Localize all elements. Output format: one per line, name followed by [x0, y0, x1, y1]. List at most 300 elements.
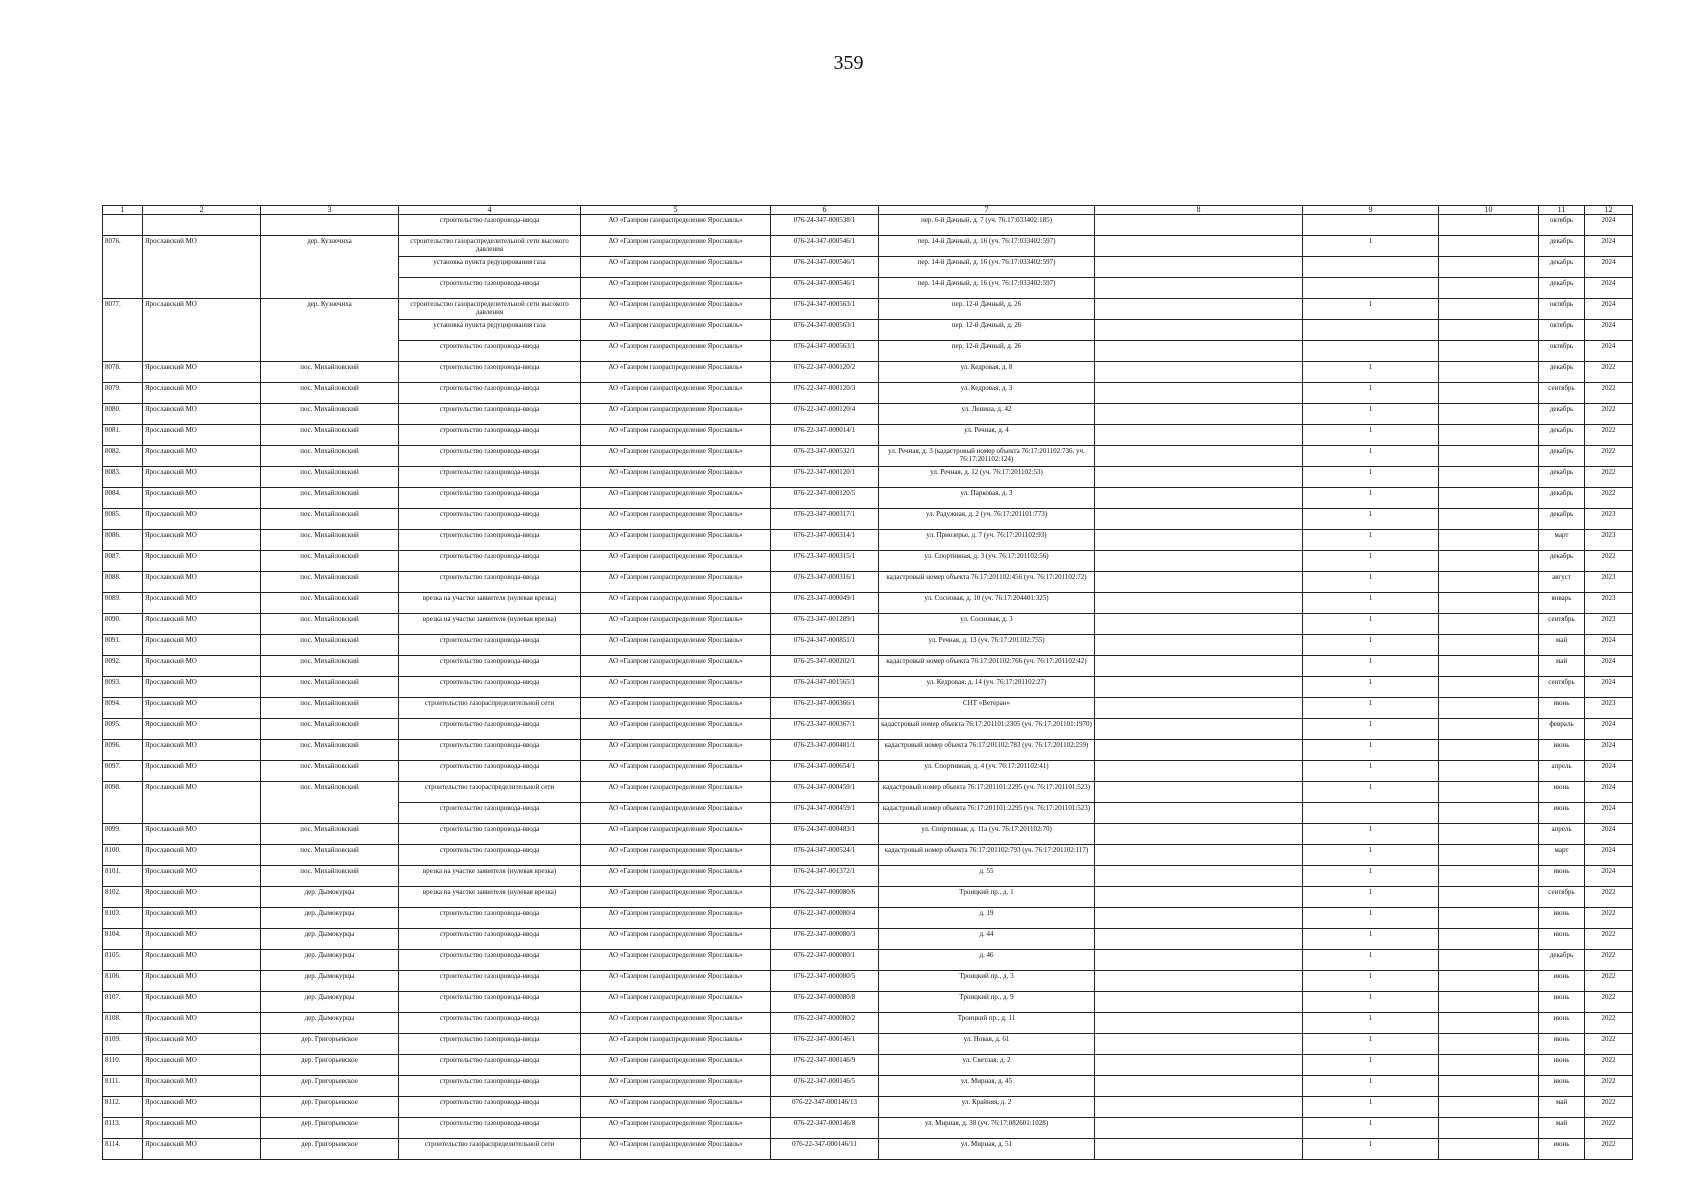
- table-row: [103, 593, 1633, 614]
- work-type: строительство газораспределительной сети: [399, 1139, 581, 1160]
- col-10: [1439, 257, 1539, 278]
- settlement: пос. Михайловский: [261, 467, 399, 488]
- month: октябрь: [1539, 299, 1585, 320]
- table-row: [103, 320, 1633, 341]
- col-8: [1095, 530, 1303, 551]
- year: 2023: [1585, 572, 1633, 593]
- settlement: дер. Григорьевское: [261, 1055, 399, 1076]
- col-8: [1095, 803, 1303, 824]
- quantity: 1: [1303, 656, 1439, 677]
- settlement: пос. Михайловский: [261, 656, 399, 677]
- table-row: [103, 467, 1633, 488]
- municipality: Ярославский МО: [143, 1097, 261, 1118]
- month: декабрь: [1539, 509, 1585, 530]
- col-8: [1095, 887, 1303, 908]
- col-10: [1439, 215, 1539, 236]
- municipality: [143, 320, 261, 341]
- table-row: [103, 1013, 1633, 1034]
- month: май: [1539, 1097, 1585, 1118]
- work-type: строительство газопровода-ввода: [399, 908, 581, 929]
- settlement: пос. Михайловский: [261, 614, 399, 635]
- row-number: [103, 803, 143, 824]
- table-row: [103, 551, 1633, 572]
- col-10: [1439, 320, 1539, 341]
- municipality: Ярославский МО: [143, 950, 261, 971]
- application-code: 076-22-347-000146/1: [771, 1034, 879, 1055]
- quantity: 1: [1303, 362, 1439, 383]
- table-row: [103, 362, 1633, 383]
- application-code: 076-24-347-000546/1: [771, 236, 879, 257]
- row-number: 8079.: [103, 383, 143, 404]
- work-type: строительство газопровода-ввода: [399, 656, 581, 677]
- table-row: [103, 971, 1633, 992]
- quantity: 1: [1303, 1097, 1439, 1118]
- municipality: Ярославский МО: [143, 929, 261, 950]
- table-row: [103, 425, 1633, 446]
- col-10: [1439, 572, 1539, 593]
- municipality: Ярославский МО: [143, 1118, 261, 1139]
- address: ул. Спортивная, д. 11а (уч. 76:17:201102:70): [879, 824, 1095, 845]
- quantity: 1: [1303, 782, 1439, 803]
- settlement: дер. Дымокурцы: [261, 971, 399, 992]
- settlement: [261, 341, 399, 362]
- application-code: 076-24-347-000546/1: [771, 257, 879, 278]
- row-number: 8102.: [103, 887, 143, 908]
- work-type: строительство газопровода-ввода: [399, 446, 581, 467]
- work-type: строительство газопровода-ввода: [399, 761, 581, 782]
- col-8: [1095, 677, 1303, 698]
- quantity: 1: [1303, 467, 1439, 488]
- col-8: [1095, 593, 1303, 614]
- col-8: [1095, 278, 1303, 299]
- quantity: 1: [1303, 824, 1439, 845]
- row-number: [103, 215, 143, 236]
- quantity: 1: [1303, 677, 1439, 698]
- work-type: строительство газопровода-ввода: [399, 635, 581, 656]
- year: 2022: [1585, 1139, 1633, 1160]
- quantity: 1: [1303, 866, 1439, 887]
- month: июнь: [1539, 1139, 1585, 1160]
- col-10: [1439, 404, 1539, 425]
- table-row: [103, 488, 1633, 509]
- month: декабрь: [1539, 950, 1585, 971]
- quantity: 1: [1303, 908, 1439, 929]
- settlement: пос. Михайловский: [261, 740, 399, 761]
- quantity: 1: [1303, 572, 1439, 593]
- address: д. 19: [879, 908, 1095, 929]
- work-type: строительство газопровода-ввода: [399, 404, 581, 425]
- address: ул. Кедровая, д. 14 (уч. 76:17:201102:27): [879, 677, 1095, 698]
- table-row: [103, 299, 1633, 320]
- col-8: [1095, 782, 1303, 803]
- row-number: 8088.: [103, 572, 143, 593]
- row-number: 8087.: [103, 551, 143, 572]
- work-type: строительство газопровода-ввода: [399, 572, 581, 593]
- row-number: 8100.: [103, 845, 143, 866]
- year: 2022: [1585, 404, 1633, 425]
- table-row: [103, 803, 1633, 824]
- address: ул. Речная, д. 12 (уч. 76:17:201102:53): [879, 467, 1095, 488]
- municipality: Ярославский МО: [143, 1013, 261, 1034]
- address: д. 55: [879, 866, 1095, 887]
- work-type: строительство газопровода-ввода: [399, 509, 581, 530]
- settlement: дер. Дымокурцы: [261, 950, 399, 971]
- col-10: [1439, 1076, 1539, 1097]
- col-8: [1095, 908, 1303, 929]
- col-10: [1439, 719, 1539, 740]
- municipality: Ярославский МО: [143, 488, 261, 509]
- col-10: [1439, 236, 1539, 257]
- month: апрель: [1539, 761, 1585, 782]
- table-row: [103, 845, 1633, 866]
- organization: АО «Газпром газораспределение Ярославль»: [581, 1013, 771, 1034]
- address: кадастровый номер объекта 76:17:201102:793 (уч. 76:17:201102:117): [879, 845, 1095, 866]
- application-code: 076-23-347-001289/1: [771, 614, 879, 635]
- address: пер. 12-й Дачный, д. 26: [879, 299, 1095, 320]
- organization: АО «Газпром газораспределение Ярославль»: [581, 635, 771, 656]
- col-10: [1439, 1013, 1539, 1034]
- organization: АО «Газпром газораспределение Ярославль»: [581, 698, 771, 719]
- table-row: [103, 530, 1633, 551]
- municipality: Ярославский МО: [143, 446, 261, 467]
- quantity: [1303, 803, 1439, 824]
- col-10: [1439, 488, 1539, 509]
- year: 2024: [1585, 341, 1633, 362]
- year: 2024: [1585, 656, 1633, 677]
- quantity: 1: [1303, 1034, 1439, 1055]
- address: кадастровый номер объекта 76:17:201101:2305 (уч. 76:17:201101:1970): [879, 719, 1095, 740]
- municipality: Ярославский МО: [143, 887, 261, 908]
- col-8: [1095, 929, 1303, 950]
- address: ул. Приозерье, д. 7 (уч. 76:17:201102:93): [879, 530, 1095, 551]
- organization: АО «Газпром газораспределение Ярославль»: [581, 320, 771, 341]
- municipality: Ярославский МО: [143, 656, 261, 677]
- col-8: [1095, 425, 1303, 446]
- municipality: Ярославский МО: [143, 824, 261, 845]
- quantity: 1: [1303, 635, 1439, 656]
- col-header-11: 11: [1539, 206, 1585, 215]
- table-row: [103, 236, 1633, 257]
- col-10: [1439, 761, 1539, 782]
- quantity: 1: [1303, 404, 1439, 425]
- municipality: Ярославский МО: [143, 740, 261, 761]
- quantity: 1: [1303, 971, 1439, 992]
- quantity: [1303, 320, 1439, 341]
- work-type: строительство газораспределительной сети высокого давления: [399, 299, 581, 320]
- col-8: [1095, 656, 1303, 677]
- year: 2022: [1585, 425, 1633, 446]
- organization: АО «Газпром газораспределение Ярославль»: [581, 614, 771, 635]
- quantity: 1: [1303, 509, 1439, 530]
- table-row: [103, 1097, 1633, 1118]
- year: 2022: [1585, 1034, 1633, 1055]
- settlement: пос. Михайловский: [261, 635, 399, 656]
- quantity: 1: [1303, 719, 1439, 740]
- quantity: [1303, 257, 1439, 278]
- organization: АО «Газпром газораспределение Ярославль»: [581, 1076, 771, 1097]
- col-8: [1095, 467, 1303, 488]
- work-type: строительство газопровода-ввода: [399, 383, 581, 404]
- year: 2024: [1585, 845, 1633, 866]
- month: май: [1539, 1118, 1585, 1139]
- row-number: 8076.: [103, 236, 143, 257]
- work-type: строительство газопровода-ввода: [399, 992, 581, 1013]
- address: ул. Новая, д. 61: [879, 1034, 1095, 1055]
- table-row: [103, 824, 1633, 845]
- address: пер. 14-й Дачный, д. 16 (уч. 76:17:033402:597): [879, 278, 1095, 299]
- work-type: строительство газопровода-ввода: [399, 1076, 581, 1097]
- month: сентябрь: [1539, 614, 1585, 635]
- col-8: [1095, 971, 1303, 992]
- municipality: Ярославский МО: [143, 677, 261, 698]
- quantity: 1: [1303, 446, 1439, 467]
- address: ул. Спортивная, д. 4 (уч. 76:17:201102:41): [879, 761, 1095, 782]
- quantity: 1: [1303, 761, 1439, 782]
- table-row: [103, 1055, 1633, 1076]
- row-number: 8108.: [103, 1013, 143, 1034]
- address: Троицкий пр., д. 3: [879, 971, 1095, 992]
- address: Троицкий пр., д. 9: [879, 992, 1095, 1013]
- municipality: Ярославский МО: [143, 1034, 261, 1055]
- col-8: [1095, 992, 1303, 1013]
- month: июнь: [1539, 1013, 1585, 1034]
- col-10: [1439, 1139, 1539, 1160]
- col-header-10: 10: [1439, 206, 1539, 215]
- row-number: 8093.: [103, 677, 143, 698]
- address: пер. 12-й Дачный, д. 26: [879, 320, 1095, 341]
- settlement: пос. Михайловский: [261, 383, 399, 404]
- table-row: [103, 950, 1633, 971]
- organization: АО «Газпром газораспределение Ярославль»: [581, 509, 771, 530]
- col-10: [1439, 866, 1539, 887]
- year: 2022: [1585, 887, 1633, 908]
- month: апрель: [1539, 824, 1585, 845]
- year: 2022: [1585, 929, 1633, 950]
- col-8: [1095, 845, 1303, 866]
- year: 2022: [1585, 362, 1633, 383]
- application-code: 076-24-347-000524/1: [771, 845, 879, 866]
- settlement: дер. Дымокурцы: [261, 1013, 399, 1034]
- work-type: врезка на участке заявителя (нулевая врезка): [399, 593, 581, 614]
- month: март: [1539, 845, 1585, 866]
- settlement: дер. Дымокурцы: [261, 929, 399, 950]
- settlement: пос. Михайловский: [261, 593, 399, 614]
- application-code: 076-22-347-000120/2: [771, 362, 879, 383]
- col-10: [1439, 383, 1539, 404]
- application-code: 076-24-347-000563/1: [771, 299, 879, 320]
- settlement: пос. Михайловский: [261, 761, 399, 782]
- municipality: Ярославский МО: [143, 971, 261, 992]
- col-8: [1095, 698, 1303, 719]
- municipality: Ярославский МО: [143, 845, 261, 866]
- row-number: 8095.: [103, 719, 143, 740]
- application-code: 076-22-347-000080/5: [771, 971, 879, 992]
- col-8: [1095, 1076, 1303, 1097]
- table-row: [103, 1118, 1633, 1139]
- quantity: [1303, 215, 1439, 236]
- application-code: 076-22-347-000080/2: [771, 1013, 879, 1034]
- row-number: 8078.: [103, 362, 143, 383]
- row-number: 8083.: [103, 467, 143, 488]
- address: пер. 6-й Дачный, д. 7 (уч. 76:17:033402:185): [879, 215, 1095, 236]
- col-10: [1439, 278, 1539, 299]
- organization: АО «Газпром газораспределение Ярославль»: [581, 782, 771, 803]
- application-code: 076-24-347-000538/1: [771, 215, 879, 236]
- table-row: [103, 572, 1633, 593]
- table-row: [103, 635, 1633, 656]
- work-type: строительство газопровода-ввода: [399, 1097, 581, 1118]
- row-number: 8084.: [103, 488, 143, 509]
- col-8: [1095, 761, 1303, 782]
- settlement: пос. Михайловский: [261, 530, 399, 551]
- address: Троицкий пр., д. 1: [879, 887, 1095, 908]
- municipality: Ярославский МО: [143, 509, 261, 530]
- organization: АО «Газпром газораспределение Ярославль»: [581, 887, 771, 908]
- year: 2024: [1585, 635, 1633, 656]
- quantity: 1: [1303, 236, 1439, 257]
- table-row: [103, 929, 1633, 950]
- quantity: 1: [1303, 488, 1439, 509]
- year: 2024: [1585, 257, 1633, 278]
- row-number: 8077.: [103, 299, 143, 320]
- col-8: [1095, 509, 1303, 530]
- address: пер. 12-й Дачный, д. 26: [879, 341, 1095, 362]
- work-type: врезка на участке заявителя (нулевая врезка): [399, 887, 581, 908]
- work-type: строительство газопровода-ввода: [399, 530, 581, 551]
- organization: АО «Газпром газораспределение Ярославль»: [581, 404, 771, 425]
- col-10: [1439, 425, 1539, 446]
- month: март: [1539, 530, 1585, 551]
- organization: АО «Газпром газораспределение Ярославль»: [581, 803, 771, 824]
- month: декабрь: [1539, 278, 1585, 299]
- address: СНТ «Ветеран»: [879, 698, 1095, 719]
- row-number: [103, 320, 143, 341]
- col-10: [1439, 1034, 1539, 1055]
- work-type: строительство газопровода-ввода: [399, 950, 581, 971]
- table-row: [103, 908, 1633, 929]
- quantity: 1: [1303, 299, 1439, 320]
- settlement: пос. Михайловский: [261, 824, 399, 845]
- month: июнь: [1539, 1076, 1585, 1097]
- organization: АО «Газпром газораспределение Ярославль»: [581, 1034, 771, 1055]
- col-8: [1095, 614, 1303, 635]
- col-header-8: 8: [1095, 206, 1303, 215]
- col-10: [1439, 782, 1539, 803]
- address: ул. Сосновая, д. 3: [879, 614, 1095, 635]
- settlement: пос. Михайловский: [261, 446, 399, 467]
- year: 2024: [1585, 278, 1633, 299]
- settlement: [261, 257, 399, 278]
- month: июнь: [1539, 992, 1585, 1013]
- municipality: [143, 278, 261, 299]
- address: ул. Кедровая, д. 3: [879, 383, 1095, 404]
- quantity: 1: [1303, 614, 1439, 635]
- year: 2022: [1585, 1055, 1633, 1076]
- year: 2024: [1585, 215, 1633, 236]
- settlement: пос. Михайловский: [261, 425, 399, 446]
- col-8: [1095, 383, 1303, 404]
- quantity: 1: [1303, 1013, 1439, 1034]
- work-type: строительство газопровода-ввода: [399, 467, 581, 488]
- work-type: врезка на участке заявителя (нулевая врезка): [399, 614, 581, 635]
- work-type: строительство газопровода-ввода: [399, 362, 581, 383]
- row-number: 8111.: [103, 1076, 143, 1097]
- address: д. 46: [879, 950, 1095, 971]
- application-code: 076-22-347-000146/13: [771, 1097, 879, 1118]
- col-8: [1095, 824, 1303, 845]
- organization: АО «Газпром газораспределение Ярославль»: [581, 215, 771, 236]
- municipality: Ярославский МО: [143, 572, 261, 593]
- address: пер. 14-й Дачный, д. 16 (уч. 76:17:033402:597): [879, 236, 1095, 257]
- quantity: 1: [1303, 887, 1439, 908]
- address: ул. Сосновая, д. 10 (уч. 76:17:204401:325): [879, 593, 1095, 614]
- address: ул. Светлая, д. 2: [879, 1055, 1095, 1076]
- col-10: [1439, 656, 1539, 677]
- col-8: [1095, 551, 1303, 572]
- application-code: 076-23-347-000367/1: [771, 719, 879, 740]
- application-code: 076-24-347-000483/1: [771, 824, 879, 845]
- municipality: Ярославский МО: [143, 1055, 261, 1076]
- settlement: пос. Михайловский: [261, 362, 399, 383]
- year: 2023: [1585, 530, 1633, 551]
- organization: АО «Газпром газораспределение Ярославль»: [581, 467, 771, 488]
- col-8: [1095, 488, 1303, 509]
- row-number: 8094.: [103, 698, 143, 719]
- table-row: [103, 992, 1633, 1013]
- year: 2022: [1585, 992, 1633, 1013]
- col-8: [1095, 635, 1303, 656]
- work-type: строительство газопровода-ввода: [399, 278, 581, 299]
- row-number: 8096.: [103, 740, 143, 761]
- year: 2024: [1585, 803, 1633, 824]
- year: 2022: [1585, 446, 1633, 467]
- application-code: 076-22-347-000146/11: [771, 1139, 879, 1160]
- application-code: 076-23-347-000049/1: [771, 593, 879, 614]
- row-number: 8110.: [103, 1055, 143, 1076]
- organization: АО «Газпром газораспределение Ярославль»: [581, 845, 771, 866]
- work-type: строительство газопровода-ввода: [399, 677, 581, 698]
- work-type: врезка на участке заявителя (нулевая врезка): [399, 866, 581, 887]
- municipality: Ярославский МО: [143, 1139, 261, 1160]
- table-row: [103, 404, 1633, 425]
- month: сентябрь: [1539, 383, 1585, 404]
- month: июнь: [1539, 929, 1585, 950]
- year: 2024: [1585, 320, 1633, 341]
- col-10: [1439, 740, 1539, 761]
- row-number: 8097.: [103, 761, 143, 782]
- settlement: пос. Михайловский: [261, 404, 399, 425]
- row-number: 8103.: [103, 908, 143, 929]
- year: 2022: [1585, 383, 1633, 404]
- table-row: [103, 383, 1633, 404]
- application-code: 076-22-347-000146/5: [771, 1076, 879, 1097]
- year: 2022: [1585, 467, 1633, 488]
- table-row: [103, 677, 1633, 698]
- col-8: [1095, 215, 1303, 236]
- col-10: [1439, 677, 1539, 698]
- month: декабрь: [1539, 257, 1585, 278]
- municipality: Ярославский МО: [143, 866, 261, 887]
- table-row: [103, 761, 1633, 782]
- address: кадастровый номер объекта 76:17:201102:783 (уч. 76:17:201102:259): [879, 740, 1095, 761]
- col-8: [1095, 866, 1303, 887]
- month: июнь: [1539, 803, 1585, 824]
- application-code: 076-22-347-000146/9: [771, 1055, 879, 1076]
- col-8: [1095, 1034, 1303, 1055]
- col-8: [1095, 446, 1303, 467]
- month: июнь: [1539, 971, 1585, 992]
- col-10: [1439, 635, 1539, 656]
